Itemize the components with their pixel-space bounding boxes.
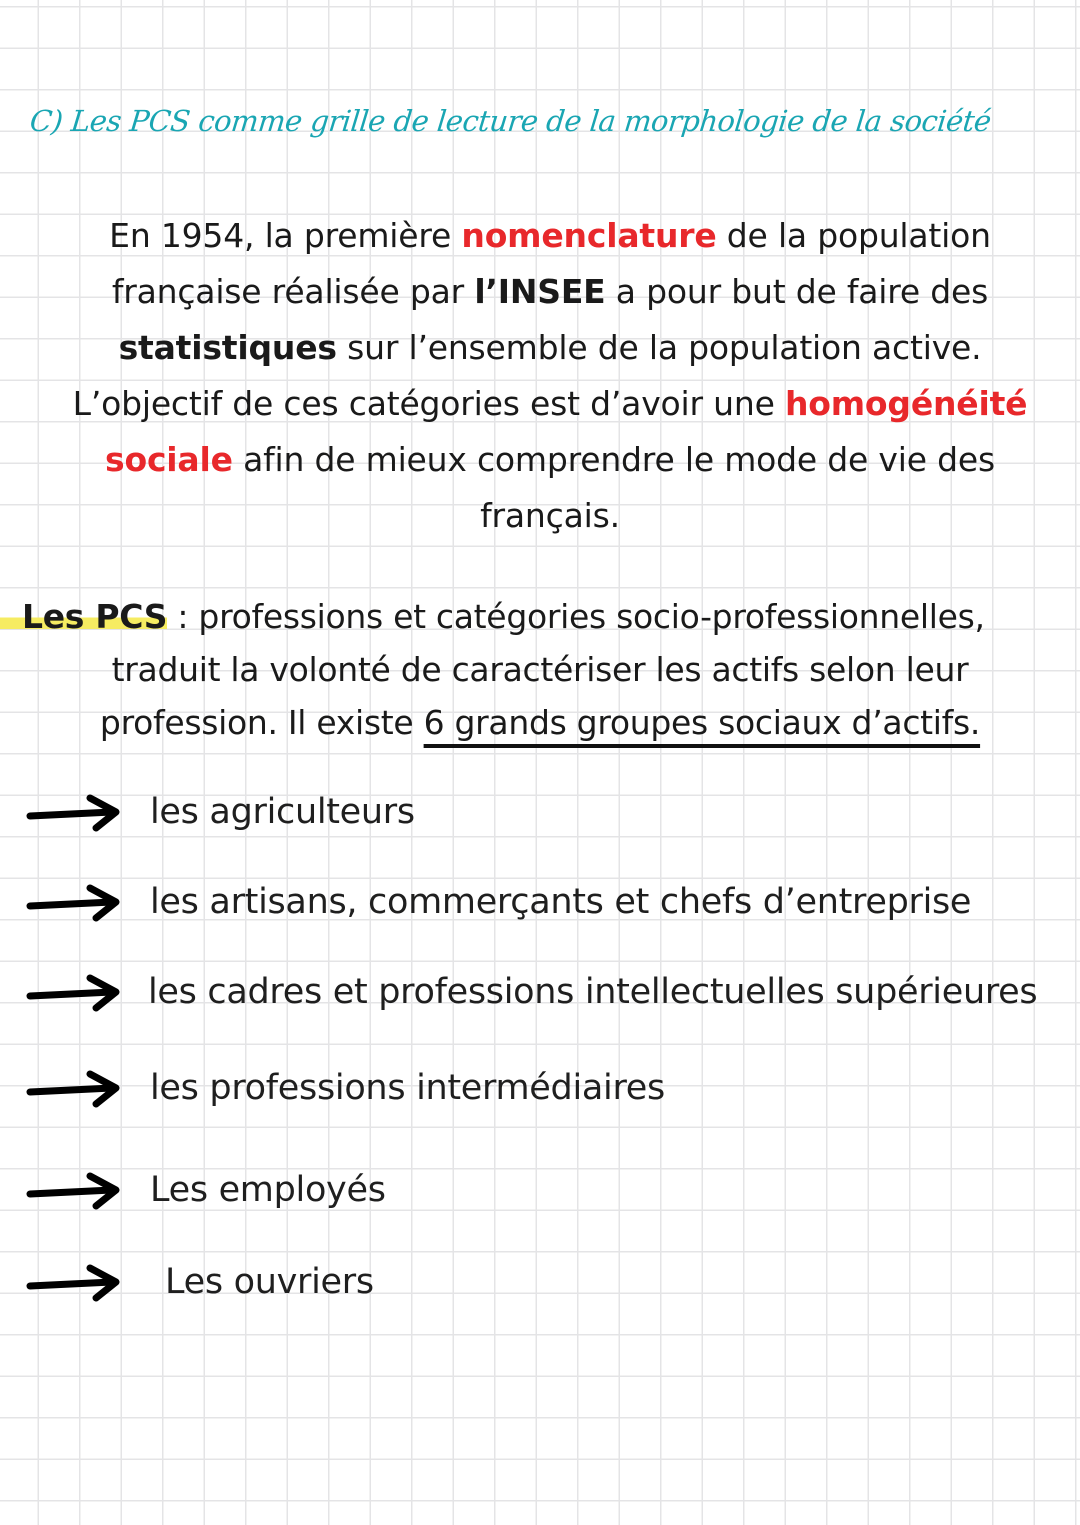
text: de la population <box>716 216 991 255</box>
page-title: C) Les PCS comme grille de lecture de la morphologie de la société <box>28 104 993 138</box>
arrow-right-icon <box>26 794 126 834</box>
text: française réalisée par <box>111 272 475 311</box>
list-item <box>0 786 1080 846</box>
pcs-term-highlight: Les PCS <box>0 597 167 636</box>
list-item <box>0 1164 1080 1224</box>
text: : professions et catégories socio-professionnelles, <box>167 597 985 636</box>
keyword-insee: l’INSEE <box>474 272 606 311</box>
group-label: les artisans, commerçants et chefs d’entreprise <box>150 882 972 922</box>
group-label: Les ouvriers <box>165 1262 374 1302</box>
keyword-homogeneite: homogénéité <box>784 384 1028 423</box>
text: sur l’ensemble de la population active. <box>336 328 982 367</box>
arrow-right-icon <box>26 1172 126 1212</box>
arrow-right-icon <box>26 974 126 1014</box>
text: afin de mieux comprendre le mode de vie des <box>232 440 995 479</box>
text: En 1954, la première <box>109 216 462 255</box>
arrow-right-icon <box>26 884 126 924</box>
list-item <box>0 966 1080 1026</box>
group-label: Les employés <box>150 1170 386 1210</box>
keyword-nomenclature: nomenclature <box>461 216 717 255</box>
text: L’objectif de ces catégories est d’avoir une <box>72 384 785 423</box>
list-item <box>0 1062 1080 1122</box>
group-label: les cadres et professions intellectuelles supérieures <box>148 972 1038 1012</box>
underlined-groups-count: 6 grands groupes sociaux d’actifs. <box>423 703 981 742</box>
keyword-sociale: sociale <box>105 440 233 479</box>
arrow-right-icon <box>26 1264 126 1304</box>
group-label: les agriculteurs <box>150 792 415 832</box>
keyword-statistiques: statistiques <box>118 328 337 367</box>
text: profession. Il existe <box>99 703 424 742</box>
group-label: les professions intermédiaires <box>150 1068 665 1108</box>
list-item <box>0 1256 1080 1316</box>
pcs-line: traduit la volonté de caractériser les actifs selon leur <box>111 650 969 689</box>
intro-line: français. <box>480 496 620 535</box>
arrow-right-icon <box>26 1070 126 1110</box>
text: a pour but de faire des <box>605 272 989 311</box>
list-item <box>0 876 1080 936</box>
